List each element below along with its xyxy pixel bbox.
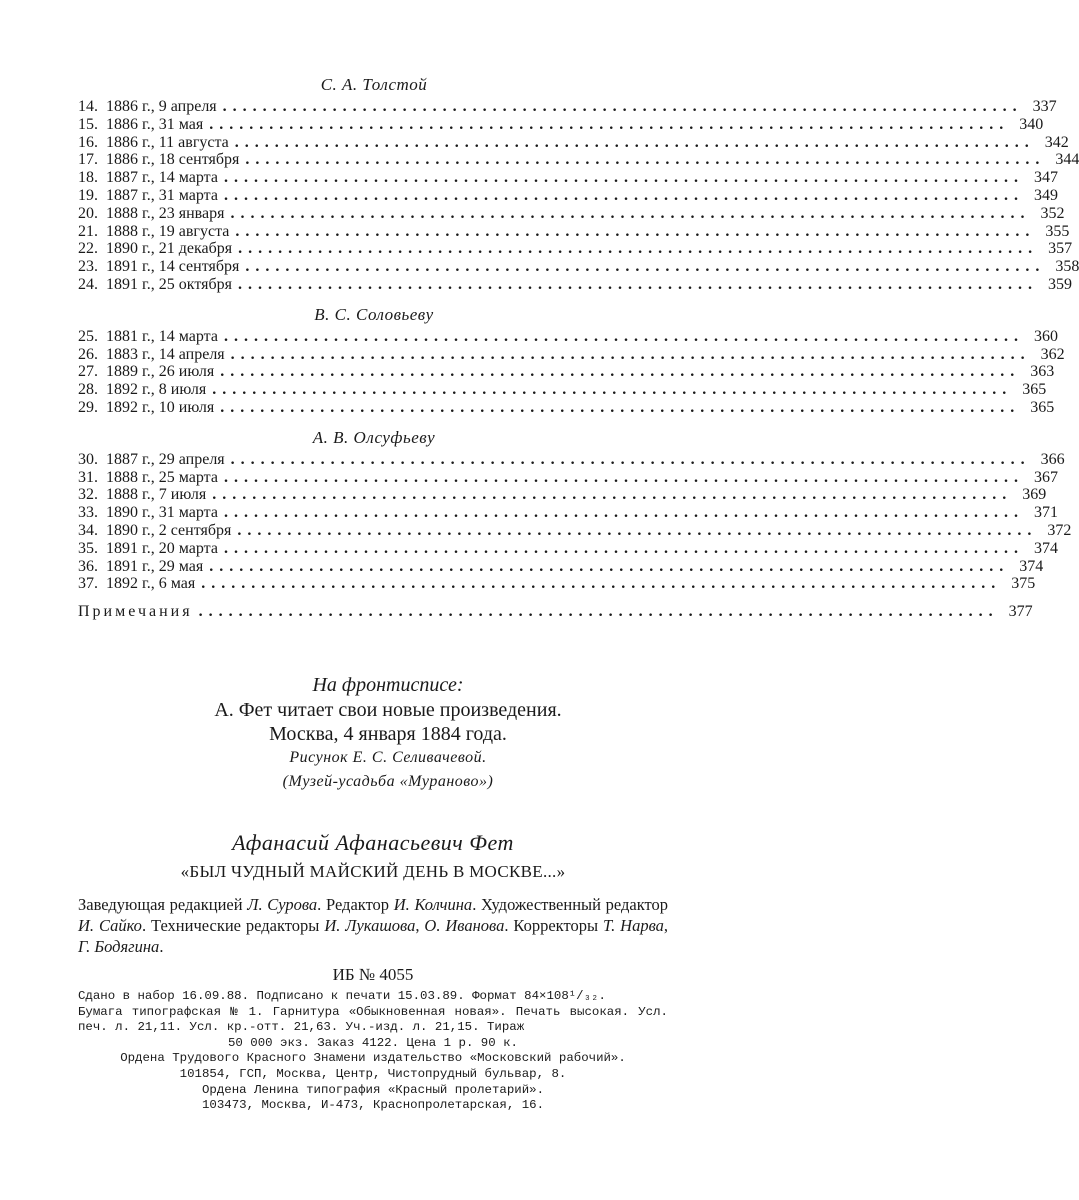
staff-text: . Технические редакторы — [141, 916, 325, 935]
toc-entry — [78, 222, 1070, 241]
toc-entry — [78, 450, 1065, 469]
entry-number: 36. — [78, 557, 98, 575]
staff-name: И. Сайко — [78, 916, 142, 935]
entry-date: 1883 г., 14 апреля — [106, 345, 225, 363]
book-title: «БЫЛ ЧУДНЫЙ МАЙСКИЙ ДЕНЬ В МОСКВЕ...» — [180, 862, 566, 881]
frontispiece-date: Москва, 4 января 1884 года. — [269, 723, 507, 745]
entry-number: 21. — [78, 222, 98, 240]
section-gap — [78, 417, 670, 427]
staff-name: Т. Нарва — [602, 916, 664, 935]
toc-entry — [78, 98, 1057, 116]
entry-page: 337 — [1032, 98, 1057, 115]
entry-number: 32. — [78, 486, 98, 504]
entry-page: 365 — [1022, 381, 1047, 399]
entry-number: 34. — [78, 521, 98, 539]
staff-text: . Редактор — [317, 895, 394, 914]
toc-entry — [78, 539, 1058, 558]
toc-entry — [78, 186, 1058, 205]
entry-date: 1887 г., 29 апреля — [106, 450, 225, 468]
dot-leader: ................................................................................ — [237, 275, 1038, 293]
entry-page: 355 — [1045, 222, 1070, 240]
section-title: В. С. Соловьеву — [314, 304, 434, 324]
entry-date: 1888 г., 25 марта — [106, 468, 218, 486]
staff-name: И. Колчина — [393, 895, 473, 914]
entry-page: 359 — [1047, 275, 1072, 293]
publisher-address: 101854, ГСП, Москва, Центр, Чистопрудный бульвар, 8. — [179, 1066, 567, 1081]
entry-number: 35. — [78, 539, 98, 557]
entry-number: 37. — [78, 575, 98, 593]
entry-number: 26. — [78, 345, 98, 363]
toc-entry — [78, 275, 1072, 294]
dot-leader: ................................................................................ — [245, 258, 1046, 276]
notes-page: 377 — [1008, 603, 1033, 621]
entry-page: 342 — [1044, 133, 1069, 151]
entry-page: 358 — [1055, 258, 1079, 276]
notes-label: Примечания — [78, 603, 193, 621]
section-list — [78, 327, 1065, 417]
toc-notes-entry — [78, 603, 1033, 621]
toc-entry — [78, 169, 1058, 187]
entry-number: 30. — [78, 450, 98, 468]
section-list — [78, 98, 1079, 294]
toc-entry — [78, 258, 1079, 276]
entry-page: 363 — [1030, 363, 1055, 381]
entry-number: 17. — [78, 151, 98, 169]
entry-date: 1887 г., 31 марта — [106, 186, 218, 204]
entry-page: 347 — [1033, 169, 1058, 187]
staff-text: , — [415, 916, 425, 935]
toc-entry — [78, 115, 1044, 134]
dot-leader: ................................................................................ — [223, 186, 1024, 204]
dot-leader: ................................................................................ — [223, 327, 1024, 345]
print-details-line: Сдано в набор 16.09.88. Подписано к печати 15.03.89. Формат 84×108¹/₃₂. — [78, 989, 606, 1003]
entry-number: 16. — [78, 133, 98, 151]
entry-page: 369 — [1022, 486, 1047, 504]
printer-address: 103473, Москва, И-473, Краснопролетарская, 16. — [201, 1098, 545, 1113]
entry-number: 29. — [78, 398, 98, 416]
imprint — [78, 828, 668, 1114]
entry-date: 1886 г., 31 мая — [106, 115, 204, 133]
entry-page: 340 — [1019, 115, 1044, 133]
toc-entry — [78, 240, 1073, 258]
entry-number: 15. — [78, 115, 98, 133]
entry-date: 1892 г., 8 июля — [106, 381, 207, 399]
entry-page: 366 — [1040, 450, 1065, 468]
dot-leader: ................................................................................ — [198, 603, 999, 621]
entry-number: 33. — [78, 504, 98, 522]
staff-name: Г. Бодягина — [78, 937, 160, 956]
entry-page: 374 — [1033, 539, 1058, 557]
toc-entry — [78, 575, 1036, 593]
entry-date: 1888 г., 19 августа — [106, 222, 230, 240]
section-gap — [78, 294, 670, 304]
entry-number: 25. — [78, 327, 98, 345]
staff-name: И. Лукашова — [324, 916, 416, 935]
entry-date: 1886 г., 11 августа — [106, 133, 229, 151]
dot-leader: ................................................................................ — [201, 575, 1002, 593]
entry-date: 1889 г., 26 июля — [106, 363, 215, 381]
entry-date: 1891 г., 14 сентября — [106, 258, 240, 276]
entry-number: 28. — [78, 381, 98, 399]
toc-entry — [78, 327, 1058, 346]
entry-page: 367 — [1033, 468, 1058, 486]
entry-number: 24. — [78, 275, 98, 293]
toc-entry — [78, 504, 1058, 522]
frontispiece-description: А. Фет читает свои новые произведения. — [214, 699, 562, 721]
entry-number: 14. — [78, 98, 98, 115]
entry-page: 371 — [1033, 504, 1058, 522]
staff-name: Л. Сурова — [247, 895, 318, 914]
entry-number: 27. — [78, 363, 98, 381]
print-details-line: 50 000 экз. Заказ 4122. Цена 1 р. 90 к. — [228, 1035, 518, 1050]
toc-entry — [78, 381, 1047, 399]
publication-details — [78, 989, 668, 1114]
dot-leader: ................................................................................ — [235, 222, 1036, 240]
entry-date: 1886 г., 9 апреля — [106, 98, 217, 115]
staff-name: О. Иванова — [424, 916, 505, 935]
frontispiece-caption — [0, 672, 746, 794]
dot-leader: ................................................................................ — [220, 363, 1021, 381]
dot-leader: ................................................................................ — [223, 468, 1024, 486]
entry-page: 365 — [1030, 398, 1055, 416]
entry-date: 1886 г., 18 сентября — [106, 151, 240, 169]
entry-date: 1888 г., 7 июля — [106, 486, 207, 504]
entry-date: 1891 г., 20 марта — [106, 539, 218, 557]
frontispiece-artist: Рисунок Е. С. Селивачевой. — [289, 749, 487, 766]
toc-entry — [78, 345, 1065, 364]
ib-number: ИБ № 4055 — [332, 965, 414, 984]
toc-entry — [78, 486, 1047, 504]
entry-date: 1881 г., 14 марта — [106, 327, 218, 345]
staff-text: . Художественный редактор — [472, 895, 669, 914]
dot-leader: ................................................................................ — [238, 240, 1039, 258]
entry-number: 18. — [78, 169, 98, 187]
entry-number: 20. — [78, 204, 98, 222]
entry-date: 1887 г., 14 марта — [106, 169, 218, 187]
entry-date: 1888 г., 23 января — [106, 204, 225, 222]
entry-number: 19. — [78, 186, 98, 204]
publisher-line: Ордена Трудового Красного Знамени издательство «Московский рабочий». — [120, 1051, 626, 1066]
dot-leader: ................................................................................ — [212, 486, 1013, 504]
toc-entry — [78, 398, 1055, 417]
staff-text: , — [663, 916, 669, 935]
editorial-staff — [78, 894, 668, 957]
dot-leader: ................................................................................ — [223, 169, 1024, 187]
dot-leader: ................................................................................ — [212, 381, 1013, 399]
table-of-contents — [78, 74, 1079, 621]
dot-leader: ................................................................................ — [230, 204, 1031, 222]
entry-date: 1891 г., 25 октября — [106, 275, 232, 293]
dot-leader: ................................................................................ — [234, 133, 1035, 151]
entry-number: 22. — [78, 240, 98, 258]
entry-page: 344 — [1055, 151, 1079, 169]
toc-entry — [78, 521, 1072, 540]
toc-entry — [78, 557, 1044, 576]
entry-page: 372 — [1047, 521, 1072, 539]
entry-page: 349 — [1033, 186, 1058, 204]
entry-date: 1892 г., 10 июля — [106, 398, 215, 416]
dot-leader: ................................................................................ — [223, 504, 1024, 522]
entry-page: 375 — [1011, 575, 1036, 593]
dot-leader: ................................................................................ — [245, 151, 1046, 169]
toc-entry — [78, 363, 1055, 381]
dot-leader: ................................................................................ — [209, 557, 1010, 575]
dot-leader: ................................................................................ — [220, 398, 1021, 416]
printer-line: Ордена Ленина типография «Красный пролетарий». — [201, 1082, 545, 1097]
toc-entry — [78, 133, 1069, 152]
print-details-line: Бумага типографская № 1. Гарнитура «Обыкновенная новая». Печать высокая. Усл. печ. л. 21,11. Усл. кр.-отт. 21,63. Уч.-изд. л. 21,15. Тираж — [78, 1004, 668, 1035]
staff-text: Заведующая редакцией — [78, 895, 248, 914]
entry-page: 360 — [1033, 327, 1058, 345]
entry-number: 23. — [78, 258, 98, 276]
dot-leader: ................................................................................ — [237, 521, 1038, 539]
dot-leader: ................................................................................ — [223, 539, 1024, 557]
entry-date: 1890 г., 31 марта — [106, 504, 218, 522]
toc-entry — [78, 151, 1079, 169]
toc-entry — [78, 468, 1058, 487]
entry-page: 357 — [1048, 240, 1073, 258]
section-list — [78, 450, 1072, 593]
section-title: А. В. Олсуфьеву — [312, 427, 436, 447]
dot-leader: ................................................................................ — [222, 98, 1023, 115]
dot-leader: ................................................................................ — [209, 115, 1010, 133]
entry-page: 362 — [1040, 345, 1065, 363]
entry-date: 1891 г., 29 мая — [106, 557, 204, 575]
author-name: Афанасий Афанасьевич Фет — [232, 830, 514, 855]
entry-date: 1892 г., 6 мая — [106, 575, 196, 593]
entry-page: 374 — [1019, 557, 1044, 575]
section-title: С. А. Толстой — [320, 75, 428, 94]
dot-leader: ................................................................................ — [230, 450, 1031, 468]
staff-text: . — [159, 937, 164, 956]
toc-entry — [78, 204, 1065, 223]
entry-page: 352 — [1040, 204, 1065, 222]
staff-text: . Корректоры — [504, 916, 603, 935]
frontispiece-title: На фронтисписе: — [312, 674, 464, 696]
dot-leader: ................................................................................ — [230, 345, 1031, 363]
entry-date: 1890 г., 2 сентября — [106, 521, 232, 539]
entry-number: 31. — [78, 468, 98, 486]
frontispiece-museum: (Музей-усадьба «Мураново») — [282, 773, 494, 790]
entry-date: 1890 г., 21 декабря — [106, 240, 233, 258]
